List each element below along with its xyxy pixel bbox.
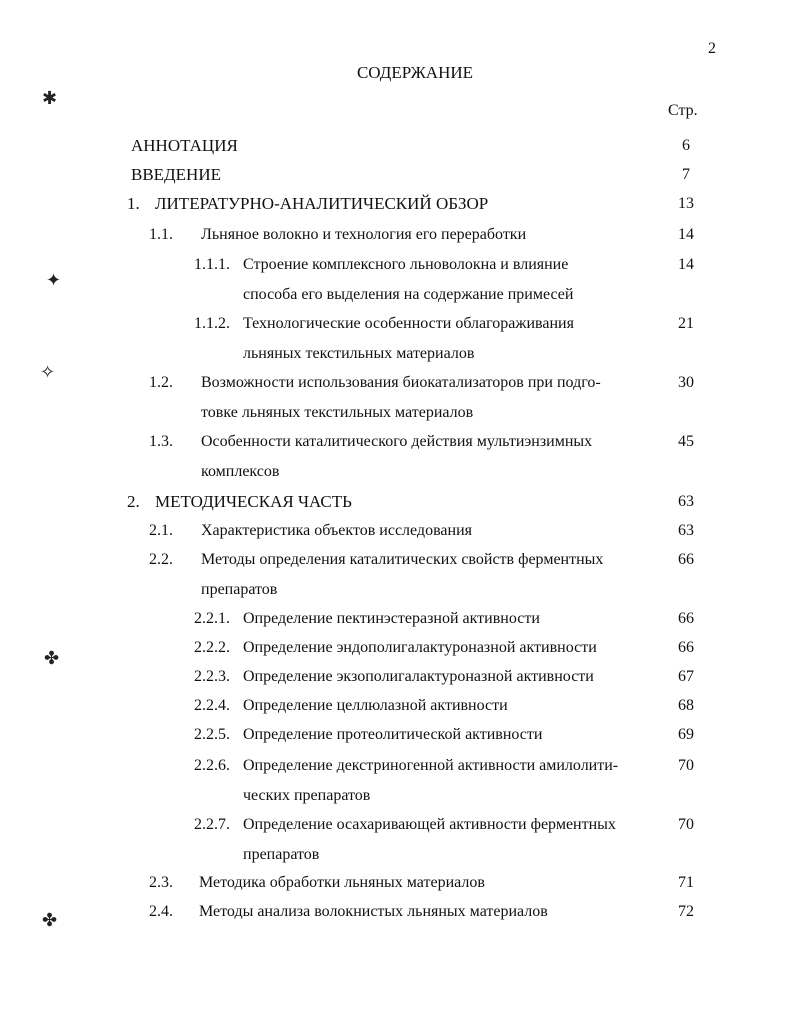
toc-entry-title: препаратов [201,580,278,598]
toc-entry-number: 1.1.1. [194,256,230,273]
toc-entry-title: Определение декстриногенной активности амилолити- [243,757,619,774]
toc-entry-page: 30 [678,374,694,391]
toc-entry-title: Определение целлюлазной активности [243,697,508,714]
scan-mark: ✱ [42,88,58,108]
toc-entry-number: 2.2. [149,551,173,568]
toc-entry-title: МЕТОДИЧЕСКАЯ ЧАСТЬ [155,492,352,511]
toc-entry-page: 70 [678,757,694,774]
toc-entry-number: 2.2.4. [194,697,230,714]
toc-entry-number: 2.2.7. [194,816,230,833]
toc-entry-number: 2. [127,492,140,511]
scan-mark: ✤ [44,648,60,668]
toc-entry-page: 72 [678,903,694,920]
toc-entry-number: 2.2.1. [194,610,230,627]
toc-entry-title: Методы анализа волокнистых льняных материалов [199,903,548,920]
toc-entry-page: 45 [678,433,694,450]
toc-entry-title: Определение протеолитической активности [243,726,543,743]
toc-entry-number: 1.3. [149,433,173,450]
toc-entry-title: Строение комплексного льноволокна и влияние [243,256,569,273]
toc-entry-title: Определение осахаривающей активности ферментных [243,816,616,833]
toc-entry-number: 1.1. [149,226,173,243]
toc-entry-title: комплексов [201,462,280,480]
toc-entry-number: 2.2.2. [194,639,230,656]
scan-mark: ✤ [42,910,58,930]
toc-entry-title: препаратов [243,845,320,863]
toc-entry-number: 2.2.5. [194,726,230,743]
toc-entry-page: 68 [678,697,694,714]
scan-mark: ✧ [40,362,56,382]
toc-entry-number: 2.2.6. [194,757,230,774]
toc-entry-page: 67 [678,668,694,685]
toc-entry-title: льняных текстильных материалов [243,344,475,362]
toc-entry-page: 71 [678,874,694,891]
toc-entry-page: 66 [678,639,694,656]
toc-entry-number: 1.2. [149,374,173,391]
toc-entry-page: 13 [678,195,694,212]
toc-entry-page: 14 [678,226,694,243]
toc-entry-number: 1.1.2. [194,315,230,332]
toc-entry-title: АННОТАЦИЯ [131,136,238,155]
toc-entry-title: ческих препаратов [243,786,371,804]
scan-mark: ✦ [46,270,62,290]
toc-entry-title: Возможности использования биокатализаторов при подго- [201,374,601,391]
toc-entry-title: Технологические особенности облагораживания [243,315,574,332]
toc-entry-page: 70 [678,816,694,833]
toc-entry-page: 63 [678,522,694,539]
toc-entry-title: ВВЕДЕНИЕ [131,165,221,184]
toc-entry-title: товке льняных текстильных материалов [201,403,474,421]
toc-entry-title: Льняное волокно и технология его переработки [201,226,527,243]
toc-entry-page: 66 [678,610,694,627]
toc-entry-number: 2.1. [149,522,173,539]
toc-entry-page: 66 [678,551,694,568]
toc-entry-number: 1. [127,194,140,213]
toc-entry-title: Определение эндополигалактуроназной активности [243,639,597,656]
toc-entry-number: 2.3. [149,874,173,891]
toc-entry-title: способа его выделения на содержание примесей [243,285,574,303]
toc-entry-number: 2.4. [149,903,173,920]
page-column-header: Стр. [668,102,698,119]
toc-entry-title: Определение пектинэстеразной активности [243,610,540,627]
toc-entry-title: Методы определения каталитических свойств ферментных [201,551,604,568]
toc-entry-page: 21 [678,315,694,332]
toc-entry-title: Методика обработки льняных материалов [199,874,485,891]
toc-entry-number: 2.2.3. [194,668,230,685]
toc-entry-title: Характеристика объектов исследования [201,522,472,539]
toc-entry-page: 6 [682,137,690,154]
toc-entry-page: 14 [678,256,694,273]
page-number: 2 [708,40,716,57]
toc-entry-title: Особенности каталитического действия мультиэнзимных [201,433,593,450]
toc-entry-page: 7 [682,166,690,183]
toc-entry-title: ЛИТЕРАТУРНО-АНАЛИТИЧЕСКИЙ ОБЗОР [155,194,489,213]
page-title: СОДЕРЖАНИЕ [356,63,474,82]
toc-entry-title: Определение экзополигалактуроназной активности [243,668,594,685]
toc-entry-page: 63 [678,493,694,510]
toc-entry-page: 69 [678,726,694,743]
